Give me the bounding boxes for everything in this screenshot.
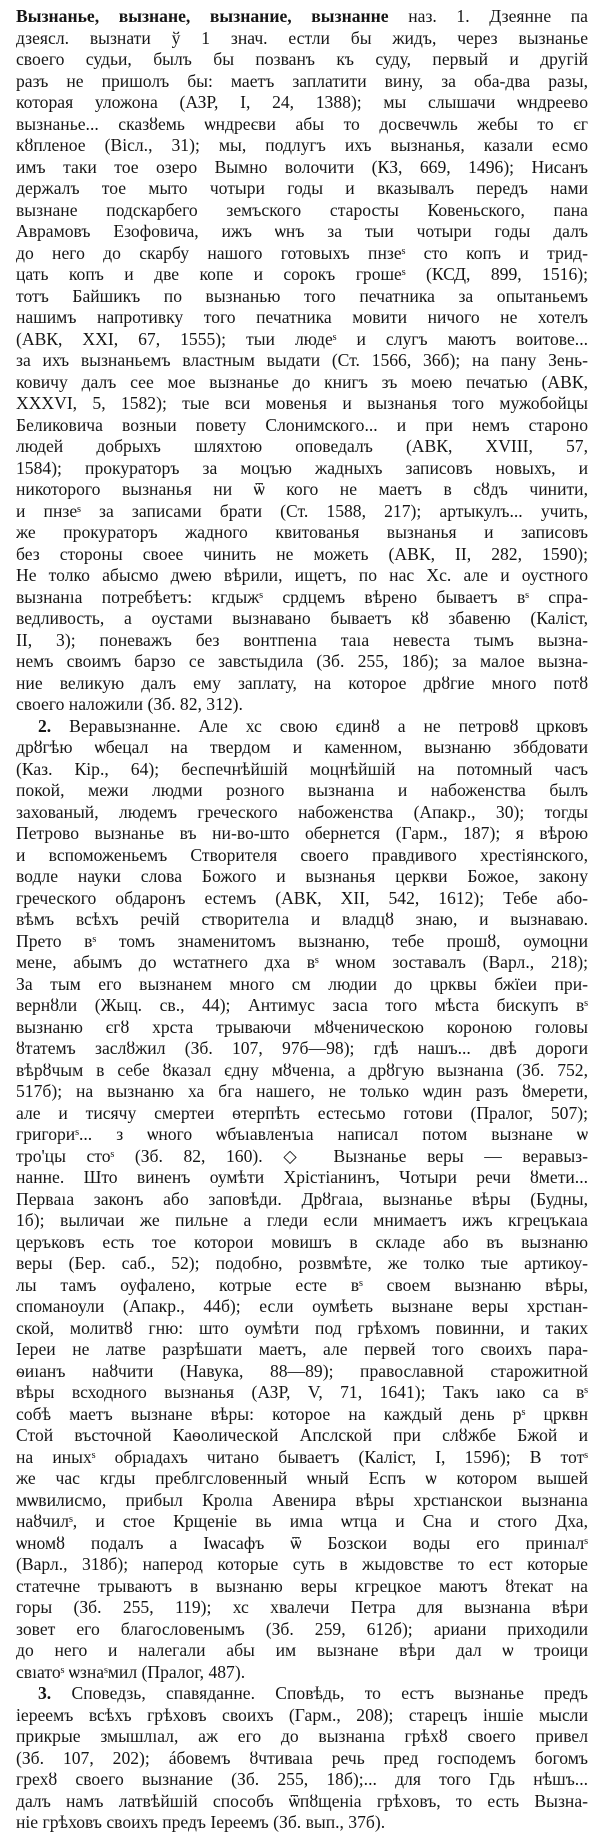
entry-text-line: вѣрȣчым в себе ȣказал єдну мȣченıа, а дрȣгую вызнанıа (Зб. 752, <box>16 1059 588 1080</box>
entry-text-line: 2. Веравызнанне. Але хс свою єдинȣ а не петровȣ црковъ <box>38 715 588 736</box>
entry-text-line: которая уложона (АЗР, I, 24, 1388); мы слышачи ѡндреево <box>16 92 588 112</box>
entry-text-line: ніе грѣховъ своихъ предъ Іереемъ (Зб. вып., 37б). <box>16 1812 386 1832</box>
entry-text-line: водле науки слова Божого и вызнанья церкви Божое, закону <box>16 866 588 886</box>
entry-text-line: (Каз. Кір., 64); беспечнѣйшій моцнѣйшій на потомный часъ <box>16 758 588 779</box>
entry-text-line: мѡвилисмо, прибыл Кролıа Авенира вѣры хрстıанскои вызнанıа <box>16 1489 588 1510</box>
entry-text-line: людей добрыхъ шляхтою оповедалъ (АВК, XVIII, 57, <box>16 436 588 456</box>
entry-text-line: вызнанье... сказȣемь ѡндреєви абы то досвечѡль жебы то єг <box>16 113 588 134</box>
entry-text-line: держалъ тое мыто чотыри годы и вказывалъ передъ нами <box>16 178 588 198</box>
entry-text-line: вѣры всходного вызнанья (АЗР, V, 71, 1641); Такъ ıако са вˢ <box>16 1382 588 1402</box>
entry-text-line: свıатоˢ ѡзнаˢмил (Пралог, 487). <box>16 1661 246 1682</box>
entry-text-line: 517б); на вызнаню ха бга нашего, не только ѡдин разъ ȣмерети, <box>16 1081 588 1101</box>
entry-text-line: и вспоможеньемъ Створителя своего правдивого хрестіянского, <box>16 844 588 865</box>
entry-text-line: тро'цы стоˢ (Зб. 82, 160). ◇ Вызнанье веры — веравыз- <box>16 1145 588 1166</box>
entry-text-line: и пнзеˢ за записами брати (Ст. 1588, 217); артыкулъ... учить, <box>16 500 588 521</box>
entry-text-line: горы (Зб. 255, 119); хс хвалечи Петра для вызнанıа вѣри <box>16 1597 588 1617</box>
entry-text-line: прикрые змышлıал, аж его до вызнанıа грѣхȣ своего привел <box>16 1726 588 1746</box>
headword: Вызнанье, вызнане, вызнание, вызнанне <box>16 6 389 26</box>
dictionary-entry-sense-3 <box>16 1683 588 1834</box>
sense-number: 3. <box>38 1683 52 1703</box>
entry-text-line: цать копъ и две копе и сорокъ грошеˢ (КСД, 899, 1516); <box>16 264 588 284</box>
entry-text-line: споманоули (Апакр., 44б); если оумѣеть вызнане веры хрстıан- <box>16 1296 588 1316</box>
entry-text-line: никоторого вызнанья ни ѿ кого не маетъ в сȣдъ чинити, <box>16 479 588 499</box>
entry-text-line: XXXVI, 5, 1582); тые вси мовенья и вызнанья того мужобойцы <box>16 393 588 413</box>
entry-text-line: статечне трываютъ в вызнаню веры кгрецкое маютъ ȣтекат на <box>16 1575 588 1596</box>
entry-text-line: (Зб. 107, 202); áбовемъ ȣчтиваıа речь пред господемъ богомъ <box>16 1747 588 1768</box>
entry-text-line: церъковъ есть тое которои мовишъ в складе або въ вызнаню <box>16 1231 588 1252</box>
entry-text-line: дрȣгѣю ѡбецал на твердом и каменном, вызнаню зббдовати <box>16 737 588 757</box>
entry-text-line: вернȣли (Жыц. св., 44); Антимус засıа того мѣста бискупъ вˢ <box>16 995 588 1015</box>
entry-text-line: вѣмъ всѣхъ речій створителıа и владцȣ знаю, и вызнаваю. <box>16 909 588 929</box>
entry-text-line: до него и налегали абы им вызнане вѣри дал ѡ троици <box>16 1640 588 1660</box>
entry-text-line: покой, межи людми розного вызнанıа и набоженства былъ <box>16 780 588 800</box>
entry-text-line: разъ не пришолъ бы: маетъ заплатити вину, за оба-два разы, <box>16 70 588 91</box>
entry-text-line: грехȣ своего вызнание (Зб. 255, 18б);... для того Гдь нѣшъ... <box>16 1769 588 1789</box>
entry-text-line: За тым его вызнанем много см людии до црквы бжїеи при- <box>16 973 588 994</box>
entry-text-line: Аврамовъ Езофовича, ижъ ѡнъ за тыи чотыри годы далъ <box>16 221 588 241</box>
entry-text-line: (Варл., 318б); напеpод которые суть в жыдовстве то ест которые <box>16 1554 588 1574</box>
entry-text-line: собѣ маетъ вызнане вѣры: которое на каждый день рˢ црквн <box>16 1403 588 1424</box>
entry-text-line: Беликовича возныи повету Слонимского... и при немъ староно <box>16 414 588 435</box>
entry-text-line: греческого обдаронъ естемъ (АВК, XII, 542, 1612); Тебе або- <box>16 887 588 908</box>
entry-text-line: без стороны своее чинить не можеть (АВК, II, 282, 1590); <box>16 543 588 564</box>
entry-text-line: немъ своимъ барзо се завстыдила (Зб. 255, 18б); за малое вызна- <box>16 651 588 671</box>
dictionary-entry-sense-2 <box>16 716 588 1684</box>
entry-text-line: Вызнанье, вызнане, вызнание, вызнанне наз. 1. Дзеянне па <box>16 6 588 26</box>
dictionary-entry-sense-1 <box>16 6 588 716</box>
entry-text-line: на иныхˢ обрıадахъ читано бываетъ (Каліст, I, 159б); В тотˢ <box>16 1446 588 1467</box>
entry-text-line: захованый, людемъ греческого набоженства (Апакр., 30); тогды <box>16 801 588 822</box>
entry-text-line: але и тисячу смертеи ѳтерпѣть естесьмо готови (Пралог, 507); <box>16 1102 588 1123</box>
entry-text-line: 1584); прокураторъ за моцъю жадныхъ записовъ новыхъ, и <box>16 457 588 478</box>
entry-text-line: іереемъ всѣхъ грѣховъ своихъ (Гарм., 208); старецъ іншіе мысли <box>16 1704 588 1725</box>
entry-text-line: вызнанıа потребѣетъ: кгдыжˢ срдцемъ вѣрено бываетъ вˢ спра- <box>16 586 588 607</box>
entry-text-line: за ихъ вызнаньемъ властным выдати (Ст. 1566, 36б); на пану Зень- <box>16 350 588 370</box>
entry-text-line: зовет его благословенымъ (Зб. 259, 612б); ариани приходили <box>16 1618 588 1639</box>
entry-text-line: (АВК, XXI, 67, 1555); тыи людеˢ и слугъ маютъ воитове... <box>16 328 588 349</box>
entry-text-line: Не толко абысмо дѡею вѣрили, ищетъ, по нас Хс. але и оустного <box>16 565 588 585</box>
entry-text-line: II, 3); поневажъ без вонтпенıа таıа невеста тымъ вызна- <box>16 629 588 650</box>
entry-text-line: до него до скарбу нашого готовыхъ пнзеˢ сто копъ и трид- <box>16 242 588 263</box>
entry-text-line: ведливость, а оустами вызнавано бываетъ кȣ збавеню (Каліст, <box>16 608 588 628</box>
entry-text-line: ской, молитвȣ гню: што оумѣти под грѣхомъ повинни, и таких <box>16 1317 588 1338</box>
entry-text-line: Прето вˢ томъ знаменитомъ вызнаню, тебе прошȣ, оумоцни <box>16 930 588 951</box>
entry-text-line: ние великую далъ ему заплату, на которое дрȣгие много потȣ <box>16 672 588 693</box>
entry-text-line: григориˢ... з ѡного ѡбъıавленъıа написал потом вызнане ѡ <box>16 1124 588 1144</box>
entry-text-line: же час кгды преблгсловенный ѡный Еспъ ѡ котором вышей <box>16 1468 588 1488</box>
entry-text-line: веры (Бер. саб., 52); подобно, розвмѣте, же толко тые артикоу- <box>16 1253 588 1273</box>
sense-number: 2. <box>38 715 52 736</box>
entry-text-line: тотъ Байшикъ по вызнанью того печатника за опытаньемъ <box>16 285 588 306</box>
entry-text-line: же прокураторъ жадного квитованья вызнанья и записовъ <box>16 522 588 542</box>
entry-text-line: своего судьи, былъ бы позванъ къ суду, первый и другій <box>16 49 588 69</box>
entry-text-line: ѡномȣ подалъ а Іѡасафъ ѿ Бозскои воды его принıалˢ <box>16 1532 588 1553</box>
entry-text-line: далъ намъ латвѣйшій способъ ѿпȣщеніа грѣховъ, то есть Вызна- <box>16 1790 588 1811</box>
entry-text-line: Стой въсточной Каѳолической Апслской при слȣжбе Бжой и <box>16 1425 588 1445</box>
entry-text-line: кȣпленое (Віcл., 31); мы, подлугъ ихъ вызнанья, казали есмо <box>16 135 588 155</box>
entry-text-line: лы тамъ оуфалено, котрые есте вˢ своем вызнаню вѣры, <box>16 1274 588 1295</box>
entry-text-line: Первaıа законъ або заповѣди. Дрȣгaıа, вызнанье вѣры (Будны, <box>16 1188 588 1209</box>
entry-text-line: ковичу далъ сее мое вызнанье до книгъ зъ моею печатью (АВК, <box>16 371 588 392</box>
entry-text-line: ȣтатемъ заслȣжил (Зб. 107, 97б—98); гдѣ нашъ... двѣ дороги <box>16 1038 588 1058</box>
entry-text-line: Іереи не латве разрѣшати маетъ, але первей того своихъ пара- <box>16 1339 588 1359</box>
entry-text-line: 1б); выличаи же пильне а гледи если мнимаетъ ижъ кгрецъкaıа <box>16 1210 588 1230</box>
entry-text-line: имъ таки тое озеро Вымно волочити (КЗ, 669, 1496); Нисанъ <box>16 156 588 177</box>
entry-text-line: нанне. Што виненъ оумѣти Хрістіанинъ, Чотыри речи ȣмети... <box>16 1167 588 1187</box>
entry-text-line: 3. Споведзь, спавяданне. Сповѣдь, то естъ вызнанье предъ <box>38 1683 588 1703</box>
entry-text-line: Петрово вызнанье въ ни-во-што обернется (Гарм., 187); я вѣрою <box>16 823 588 843</box>
entry-text-line: дзеясл. вызнати ў 1 знач. естли бы жидъ, через вызнанье <box>16 27 588 48</box>
entry-text-line: вызнане подскарбего земъского старосты Ковеньского, пана <box>16 199 588 220</box>
entry-text-line: своего наложили (Зб. 82, 312). <box>16 694 243 714</box>
entry-text-line: ѳиıанъ наȣчити (Навука, 88—89); православной старожитной <box>16 1360 588 1381</box>
entry-text-line: нашимъ напротивку того печатника мовити ничого не хотелъ <box>16 307 588 327</box>
entry-text-line: наȣчилˢ, и стое Крщеніе вь имıа ѡтца и Сна и стого Дха, <box>16 1511 588 1531</box>
entry-text-line: мене, абымъ до ѡстатнего дха вˢ ѡном зоставалъ (Варл., 218); <box>16 952 588 972</box>
entry-text-line: вызнаню єгȣ хрста трываючи мȣченическою короною головы <box>16 1016 588 1037</box>
